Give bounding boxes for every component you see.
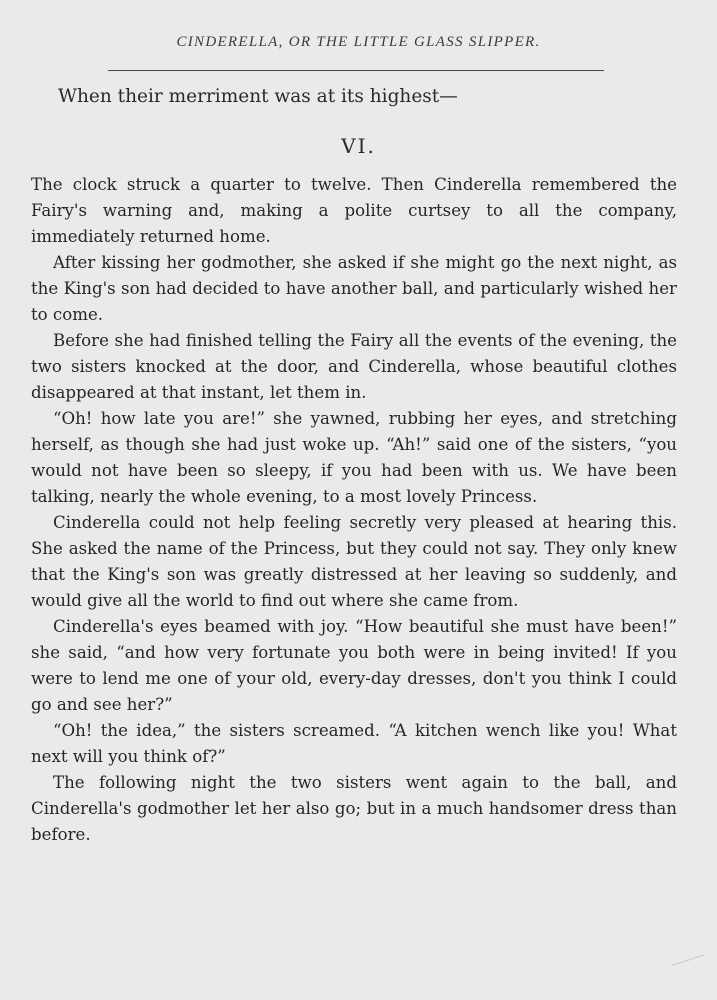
intro-line: When their merriment was at its highest— (58, 86, 458, 107)
page-corner-mark (672, 954, 712, 988)
paragraph: “Oh! the idea,” the sisters screamed. “A kitchen wench like you! What next will you think of?” (31, 721, 677, 766)
paragraph: The following night the two sisters went again to the ball, and Cinderella's godmother let her also go; but in a much handsomer dress than before. (31, 773, 677, 844)
paragraph: Cinderella could not help feeling secretly very pleased at hearing this. She asked the name of the Princess, but they could not say. They only knew that the King's son was greatly distressed at her leaving so suddenly, and would give all the world to find out where she came from. (31, 513, 677, 610)
paragraph: Before she had finished telling the Fairy all the events of the evening, the two sisters knocked at the door, and Cinderella, whose beautiful clothes disappeared at that instant, let them in. (31, 331, 677, 402)
paragraph: The clock struck a quarter to twelve. Then Cinderella remembered the Fairy's warning and, making a polite curtsey to all the company, immediately returned home. (31, 175, 677, 246)
running-title: CINDERELLA, OR THE LITTLE GLASS SLIPPER. (176, 34, 541, 50)
header-rule (108, 70, 604, 71)
paragraph: Cinderella's eyes beamed with joy. “How beautiful she must have been!” she said, “and how very fortunate you both were in being invited! If you were to lend me one of your old, every-day dresses, don't you think I could go and see her?” (31, 617, 677, 714)
chapter-body (31, 172, 677, 848)
paragraph: “Oh! how late you are!” she yawned, rubbing her eyes, and stretching herself, as though she had just woke up. “Ah!” said one of the sisters, “you would not have been so sleepy, if you had been with us. We have been talking, nearly the whole evening, to a most lovely Princess. (31, 409, 677, 506)
chapter-number: VI. (341, 134, 376, 158)
paragraph: After kissing her godmother, she asked if she might go the next night, as the King's son had decided to have another ball, and particularly wished her to come. (31, 253, 677, 324)
